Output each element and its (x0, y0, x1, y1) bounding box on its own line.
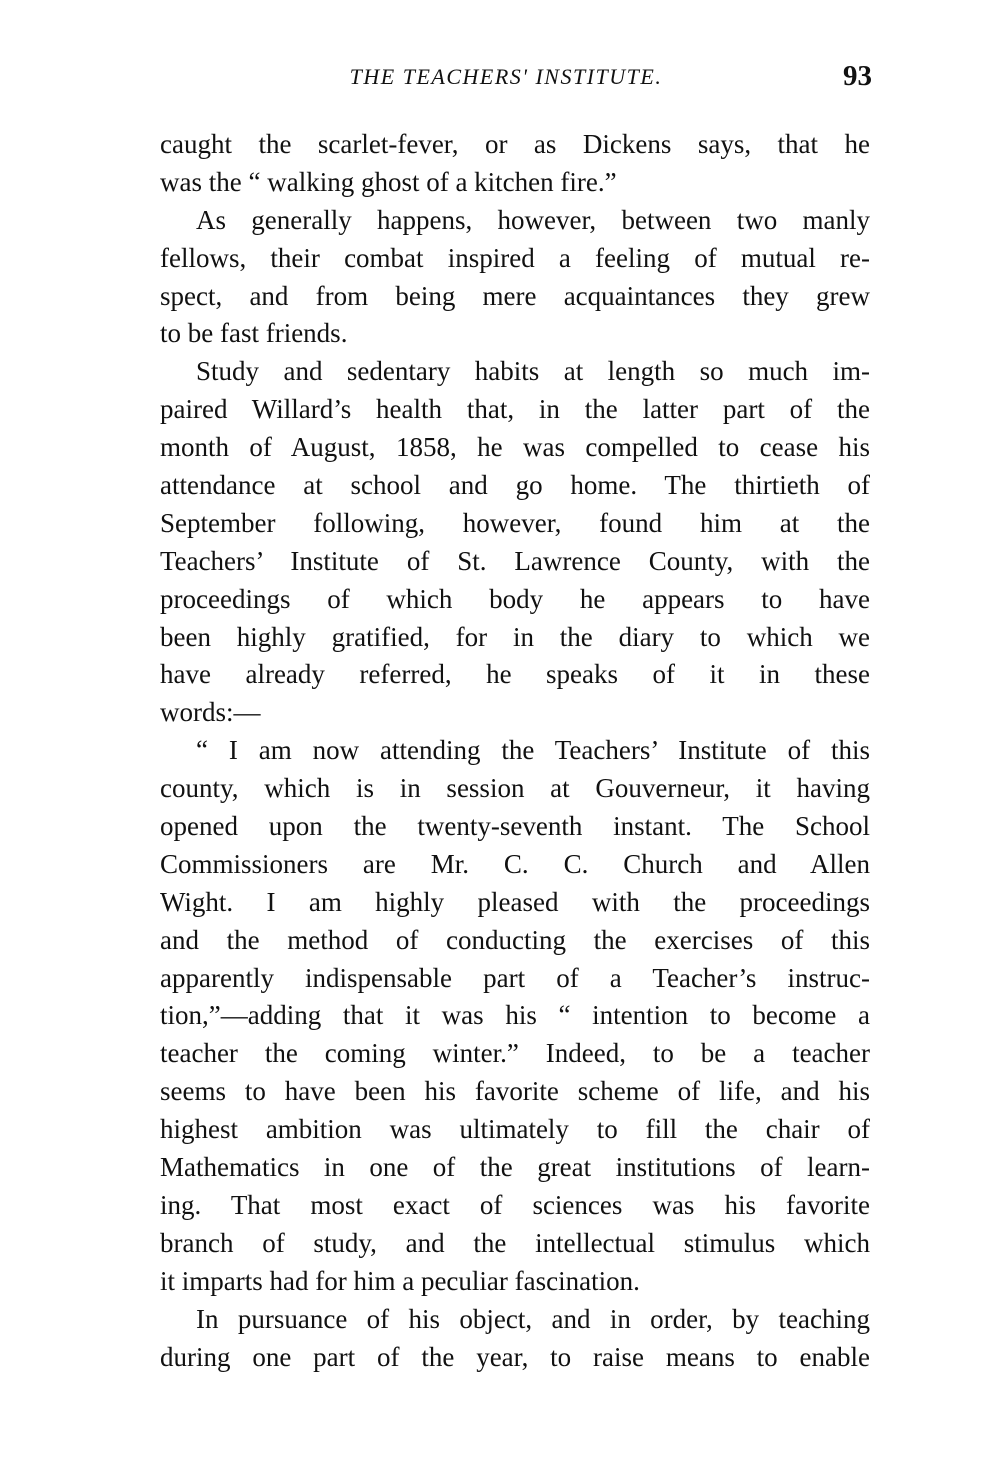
text-line: words:— (160, 697, 261, 728)
text-line: tion,”—adding that it was his “ intention to become a (160, 1000, 870, 1031)
page-body (160, 126, 870, 1376)
text-line: highest ambition was ultimately to fill the chair of (160, 1114, 870, 1145)
text-line: attendance at school and go home. The thirtieth of (160, 470, 870, 501)
text-line: “ I am now attending the Teachers’ Institute of this (196, 735, 870, 766)
text-line: As generally happens, however, between two manly (196, 204, 870, 235)
text-line: to be fast friends. (160, 318, 348, 349)
text-line: teacher the coming winter.” Indeed, to be a teacher (160, 1038, 870, 1069)
text-line: proceedings of which body he appears to have (160, 583, 870, 614)
text-line: apparently indispensable part of a Teacher’s instruc- (160, 962, 870, 993)
text-line: Wight. I am highly pleased with the proceedings (160, 886, 870, 917)
text-line: and the method of conducting the exercises of this (160, 924, 870, 955)
page-header (160, 60, 872, 100)
text-line: county, which is in session at Gouverneur, it having (160, 773, 870, 804)
page-number: 93 (843, 60, 872, 92)
text-line: spect, and from being mere acquaintances they grew (160, 280, 870, 311)
text-line: caught the scarlet-fever, or as Dickens says, that he (160, 129, 870, 159)
text-line: was the “ walking ghost of a kitchen fire.” (160, 166, 617, 197)
running-title: THE TEACHERS' INSTITUTE. (349, 64, 663, 89)
text-line: Mathematics in one of the great institutions of learn- (160, 1152, 870, 1183)
text-line: opened upon the twenty-seventh instant. The School (160, 811, 870, 842)
text-line: fellows, their combat inspired a feeling of mutual re- (160, 242, 870, 273)
text-line: during one part of the year, to raise means to enable (160, 1341, 870, 1372)
text-line: have already referred, he speaks of it in these (160, 659, 870, 690)
text-line: branch of study, and the intellectual stimulus which (160, 1227, 870, 1258)
text-line: In pursuance of his object, and in order, by teaching (196, 1303, 870, 1334)
text-line: Commissioners are Mr. C. C. Church and Allen (160, 848, 870, 879)
text-line: paired Willard’s health that, in the latter part of the (160, 394, 870, 425)
text-line: month of August, 1858, he was compelled to cease his (160, 432, 870, 463)
text-line: Study and sedentary habits at length so much im- (196, 356, 870, 387)
text-line: September following, however, found him at the (160, 507, 870, 538)
text-line: ing. That most exact of sciences was his favorite (160, 1189, 870, 1220)
text-line: been highly gratified, for in the diary to which we (160, 621, 870, 652)
text-line: it imparts had for him a peculiar fascination. (160, 1265, 640, 1296)
text-line: seems to have been his favorite scheme of life, and his (160, 1076, 870, 1107)
text-line: Teachers’ Institute of St. Lawrence County, with the (160, 545, 870, 576)
